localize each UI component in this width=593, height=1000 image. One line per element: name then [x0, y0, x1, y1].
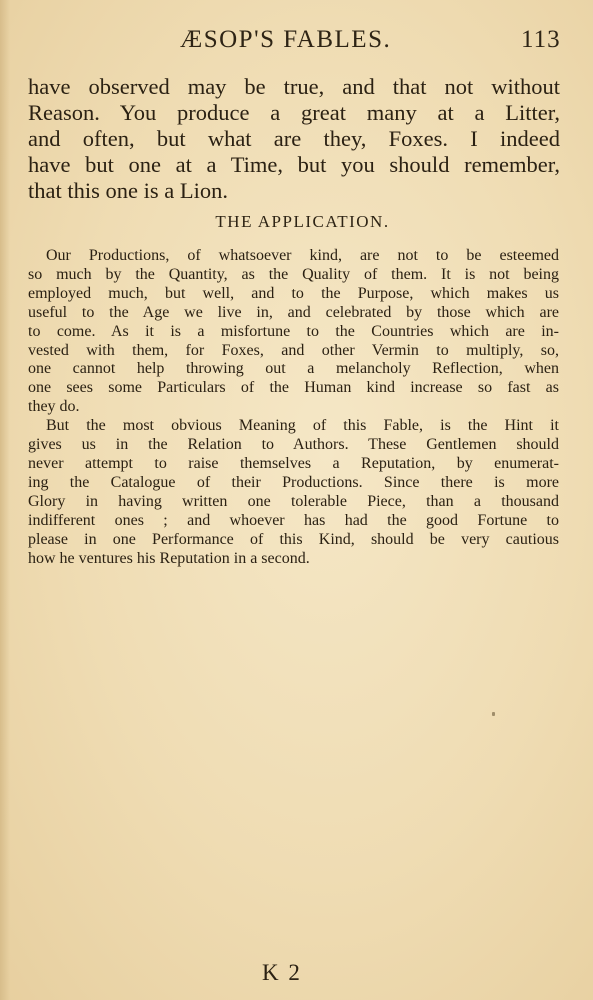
fable-line: that this one is a Lion. [28, 178, 228, 203]
application-line: Our Productions, of whatsoever kind, are not to be esteemed [46, 247, 559, 264]
page-number: 113 [521, 26, 561, 53]
application-text [28, 247, 559, 568]
application-line: so much by the Quantity, as the Quality of them. It is not being [28, 265, 559, 283]
application-heading: THE APPLICATION. [215, 212, 390, 231]
running-title: ÆSOP'S FABLES. [180, 26, 392, 53]
application-line: they do. [28, 398, 80, 416]
ink-speck [492, 712, 495, 716]
application-line: vested with them, for Foxes, and other Vermin to multiply, so, [28, 341, 559, 359]
application-line: one sees some Particulars of the Human kind increase so fast as [28, 379, 559, 397]
application-line: never attempt to raise themselves a Reputation, by enumerat- [28, 454, 559, 472]
signature-mark: K 2 [262, 960, 302, 985]
application-line: how he ventures his Reputation in a second. [28, 549, 310, 567]
application-line: Glory in having written one tolerable Piece, than a thousand [28, 492, 559, 510]
application-line: one cannot help throwing out a melancholy Reflection, when [28, 360, 559, 378]
application-line: indifferent ones ; and whoever has had the good Fortune to [28, 511, 559, 529]
fable-line: and often, but what are they, Foxes. I indeed [28, 126, 560, 151]
page-gutter-shadow [0, 0, 10, 1000]
fable-paragraph [28, 74, 560, 204]
fable-line: have but one at a Time, but you should remember, [28, 152, 560, 177]
application-line: But the most obvious Meaning of this Fable, is the Hint it [46, 417, 559, 435]
application-line: gives us in the Relation to Authors. These Gentlemen should [28, 436, 559, 454]
fable-line: Reason. You produce a great many at a Litter, [28, 100, 560, 125]
application-line: employed much, but well, and to the Purpose, which makes us [28, 284, 559, 302]
application-line: please in one Performance of this Kind, should be very cautious [28, 530, 559, 548]
fable-line: have observed may be true, and that not without [28, 74, 560, 99]
application-line: to come. As it is a misfortune to the Countries which are in- [28, 322, 559, 340]
application-line: useful to the Age we live in, and celebrated by those which are [28, 303, 559, 321]
application-line: ing the Catalogue of their Productions. Since there is more [28, 473, 559, 491]
running-header [0, 26, 593, 56]
